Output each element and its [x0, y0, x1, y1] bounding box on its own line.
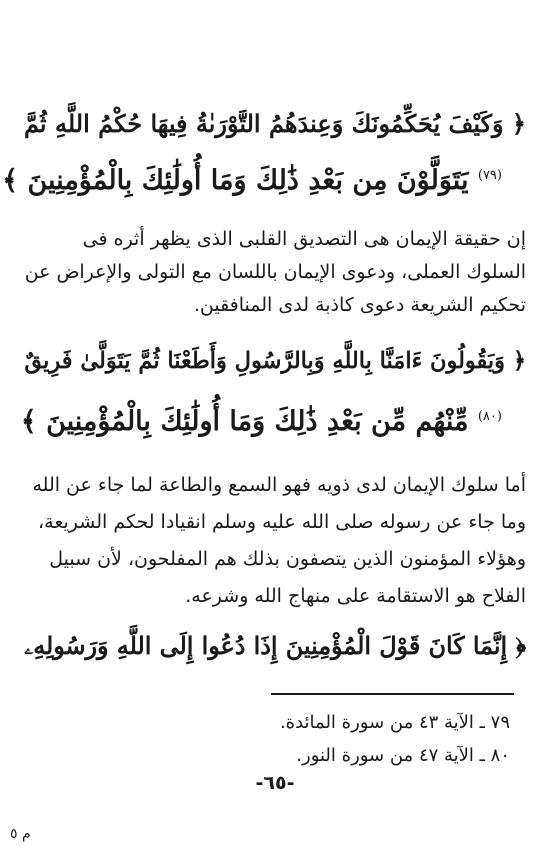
paragraph-line: السلوك العملى، ودعوى الإيمان باللسان مع التولى والإعراض عن	[24, 261, 526, 283]
paragraph-line: وما جاء عن رسوله صلى الله عليه وسلم انقيادا لحكم الشريعة،	[38, 511, 526, 533]
paragraph-line: الفلاح هو الاستقامة على منهاج الله وشرعه.	[185, 585, 526, 607]
verse-ref: (٨٠)	[477, 409, 502, 424]
paragraph-line: إن حقيقة الإيمان هى التصديق القلبى الذى يظهر أثره فى	[82, 228, 526, 250]
verse-line	[21, 408, 502, 435]
footnote: ٨٠ ـ الآية ٤٧ من سورة النور.	[296, 745, 510, 766]
verse-line: ﴿ وَكَيْفَ يُحَكِّمُونَكَ وَعِندَهُمُ التَّوْرَىٰةُ فِيهَا حُكْمُ اللَّهِ ثُمَّ	[23, 109, 526, 138]
verse-ref: (٧٩)	[477, 168, 502, 183]
verse-text: مِّنْهُم مِّن بَعْدِ ذَٰلِكَ وَمَا أُولَٰئِكَ بِالْمُؤْمِنِينَ ﴾	[20, 406, 469, 437]
verse-text: يَتَوَلَّوْنَ مِن بَعْدِ ذَٰلِكَ وَمَا أُولَٰئِكَ بِالْمُؤْمِنِينَ ﴾	[2, 165, 469, 196]
verse-line	[2, 167, 502, 194]
footnote: ٧٩ ـ الآية ٤٣ من سورة المائدة.	[279, 712, 510, 733]
footnote-divider	[271, 693, 514, 695]
verse-line: ﴿ إِنَّمَا كَانَ قَوْلَ الْمُؤْمِنِينَ إِذَا دُعُوا إِلَى اللَّهِ وَرَسُولِهِۦ	[24, 632, 526, 660]
paragraph-line: وهؤلاء المؤمنون الذين يتصفون بذلك هم المفلحون، لأن سبيل	[49, 548, 526, 570]
page-number: -٦٥-	[255, 772, 295, 794]
paragraph-line: أما سلوك الإيمان لدى ذويه فهو السمع والطاعة لما جاء عن الله	[32, 474, 526, 496]
verse-line: ﴿ وَيَقُولُونَ ءَامَنَّا بِاللَّهِ وَبِالرَّسُولِ وَأَطَعْنَا ثُمَّ يَتَوَلَّىٰ فَرِيقٌ	[24, 348, 526, 374]
signature-mark: م ٥	[10, 826, 31, 842]
paragraph-line: تحكيم الشريعة دعوى كاذبة لدى المنافقين.	[193, 294, 526, 316]
